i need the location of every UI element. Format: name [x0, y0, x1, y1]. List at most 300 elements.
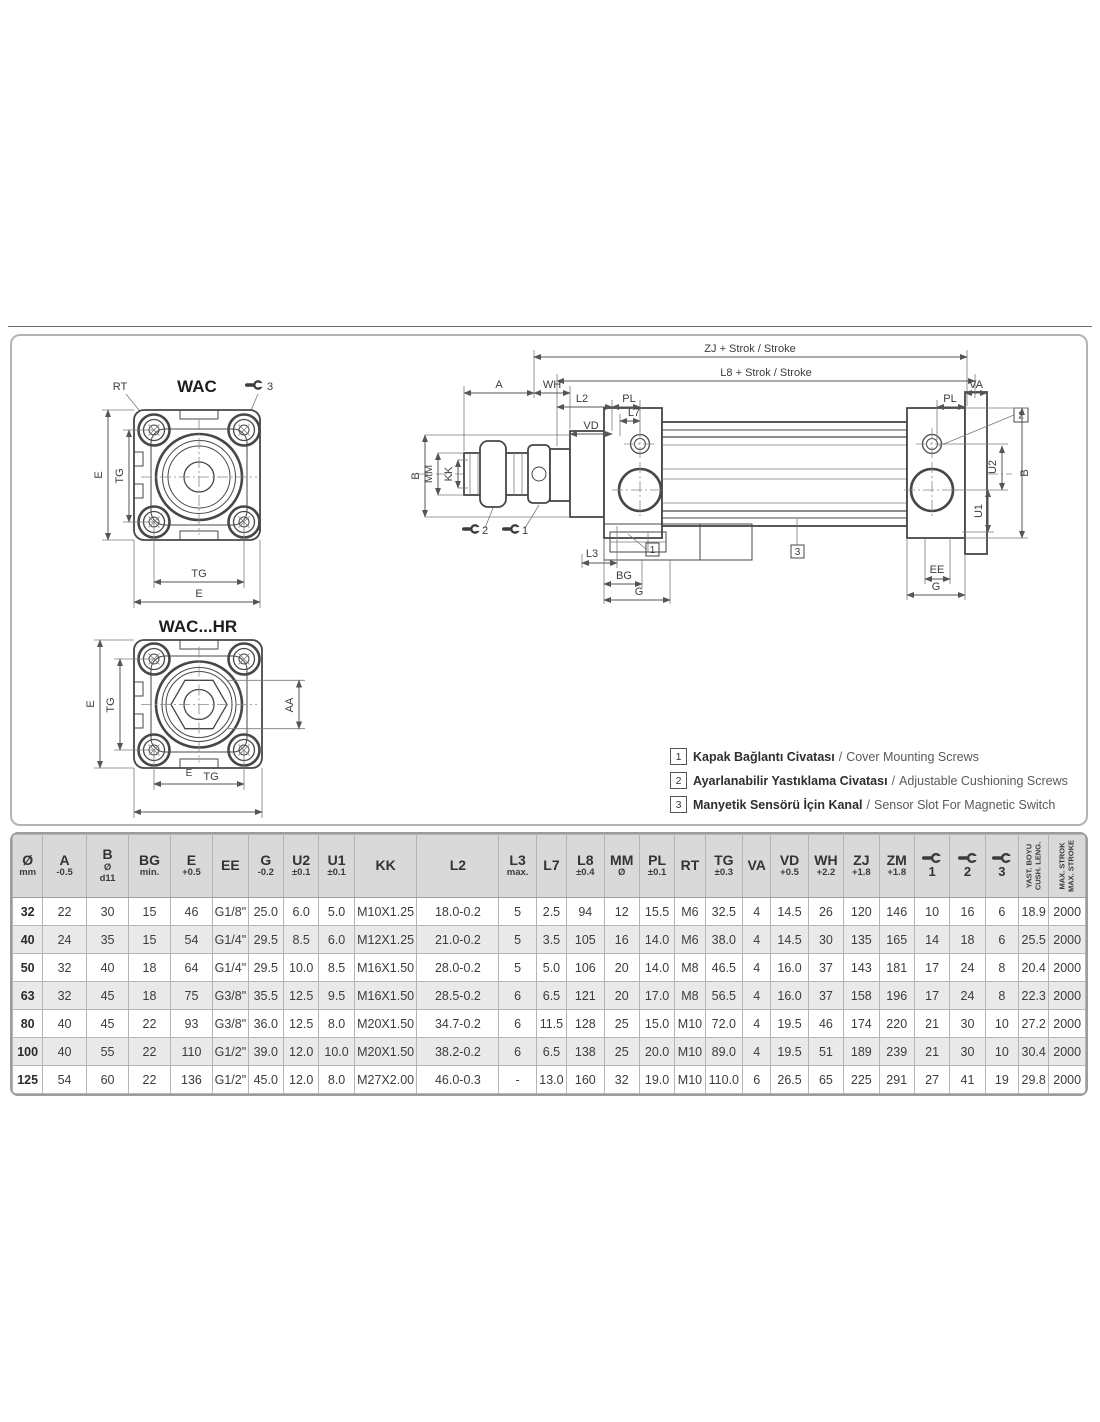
cell-g: 35.5: [248, 982, 283, 1010]
dim-label-pl-right: PL: [943, 393, 957, 405]
legend-separator: /: [866, 797, 870, 812]
table-row-63: [13, 982, 1086, 1010]
cell-va: 4: [743, 1010, 771, 1038]
cell-b: 45: [86, 1010, 128, 1038]
cell-l2: 21.0-0.2: [417, 926, 499, 954]
cell-kk: M27X2.00: [354, 1066, 417, 1094]
col-header-a: A -0.5: [43, 835, 86, 898]
table-row-125: [13, 1066, 1086, 1094]
wrench-callout-1: 1: [521, 525, 529, 537]
cell-wrench-1: 17: [914, 954, 949, 982]
cell-zj: 225: [844, 1066, 879, 1094]
col-header-zj: ZJ +1.8: [844, 835, 879, 898]
cell-mm: 20: [604, 954, 639, 982]
cell-wrench-3: 8: [985, 954, 1018, 982]
cell-mm: 32: [604, 1066, 639, 1094]
cell-l7: 11.5: [536, 1010, 566, 1038]
dim-label-l2: L2: [575, 393, 589, 405]
cell-e: 93: [170, 1010, 212, 1038]
cell-g: 36.0: [248, 1010, 283, 1038]
dim-label-g-right: G: [931, 581, 941, 593]
cell-vd: 26.5: [771, 1066, 808, 1094]
cell-cushion-length: 20.4: [1019, 954, 1049, 982]
cell-tg: 32.5: [705, 898, 742, 926]
cell-wrench-2: 41: [950, 1066, 985, 1094]
cell-u1: 5.0: [319, 898, 354, 926]
wrench-callout-2: 2: [481, 525, 489, 537]
cell-ee: G1/4": [213, 954, 248, 982]
cell-zj: 174: [844, 1010, 879, 1038]
dim-label-l3: L3: [585, 548, 599, 560]
cell-kk: M16X1.50: [354, 954, 417, 982]
cell-u1: 8.0: [319, 1066, 354, 1094]
dim-label-e-bottom: E: [185, 768, 193, 779]
drawing-legend: [670, 748, 1068, 820]
dim-label-wh: WH: [542, 379, 562, 391]
dim-label-mm: MM: [423, 464, 435, 484]
cell-b: 60: [86, 1066, 128, 1094]
drawing-panel: [10, 334, 1088, 826]
table-row-50: [13, 954, 1086, 982]
cell-wrench-1: 14: [914, 926, 949, 954]
cell-kk: M10X1.25: [354, 898, 417, 926]
cell-rt: M6: [675, 898, 705, 926]
cell-vd: 16.0: [771, 982, 808, 1010]
cell-va: 4: [743, 898, 771, 926]
cell-zm: 165: [879, 926, 914, 954]
cell-cushion-length: 25.5: [1019, 926, 1049, 954]
cell-l7: 3.5: [536, 926, 566, 954]
mounting-screw: [229, 415, 260, 446]
cell-ee: G1/8": [213, 898, 248, 926]
cell-max-stroke: 2000: [1049, 1010, 1086, 1038]
cell-wrench-1: 27: [914, 1066, 949, 1094]
cell-e: 54: [170, 926, 212, 954]
cell-l3: 6: [499, 1010, 536, 1038]
cell-dia: 32: [13, 898, 43, 926]
dim-label-kk: KK: [443, 466, 455, 482]
dim-label-va: VA: [969, 379, 983, 391]
dim-label-a: A: [495, 379, 503, 391]
cell-wrench-1: 21: [914, 1038, 949, 1066]
col-header-cushion-length: YAST. BOYU CUSH. LENG.: [1019, 835, 1049, 898]
cell-l2: 18.0-0.2: [417, 898, 499, 926]
cell-u2: 10.0: [283, 954, 318, 982]
cell-l8: 128: [567, 1010, 604, 1038]
cell-mm: 12: [604, 898, 639, 926]
col-header-mm: MM Ø: [604, 835, 639, 898]
cell-b: 35: [86, 926, 128, 954]
cell-l2: 28.0-0.2: [417, 954, 499, 982]
cell-l8: 160: [567, 1066, 604, 1094]
cell-l7: 5.0: [536, 954, 566, 982]
cell-max-stroke: 2000: [1049, 982, 1086, 1010]
cell-a: 22: [43, 898, 86, 926]
dim-label-b-right: B: [1019, 469, 1031, 477]
col-header-l8: L8 ±0.4: [567, 835, 604, 898]
legend-number-1: 1: [670, 748, 687, 765]
col-header-rt: RT: [675, 835, 705, 898]
legend-item-2: [670, 772, 1068, 789]
cell-rt: M8: [675, 954, 705, 982]
cell-e: 136: [170, 1066, 212, 1094]
cell-u1: 8.0: [319, 1010, 354, 1038]
wrench-icon: [991, 852, 1013, 864]
cell-mm: 25: [604, 1038, 639, 1066]
balloon-2: 2: [1018, 410, 1024, 422]
cell-e: 46: [170, 898, 212, 926]
cell-vd: 14.5: [771, 926, 808, 954]
col-header-tg: TG ±0.3: [705, 835, 742, 898]
col-header-dia: Ø mm: [13, 835, 43, 898]
cell-rt: M8: [675, 982, 705, 1010]
cell-b: 45: [86, 982, 128, 1010]
cell-rt: M10: [675, 1010, 705, 1038]
cell-l7: 2.5: [536, 898, 566, 926]
cell-va: 6: [743, 1066, 771, 1094]
cell-kk: M20X1.50: [354, 1010, 417, 1038]
cell-u2: 12.0: [283, 1038, 318, 1066]
cell-pl: 15.5: [639, 898, 674, 926]
legend-text-turkish: Ayarlanabilir Yastıklama Civatası: [693, 773, 888, 788]
cell-wh: 37: [808, 982, 843, 1010]
cylinder-side-view: [410, 343, 1031, 604]
col-header-max-stroke: MAX. STROK MAX. STROKE: [1049, 835, 1086, 898]
cell-u1: 6.0: [319, 926, 354, 954]
cell-u2: 8.5: [283, 926, 318, 954]
cell-vd: 19.5: [771, 1038, 808, 1066]
col-header-u2: U2 ±0.1: [283, 835, 318, 898]
cell-zj: 189: [844, 1038, 879, 1066]
col-header-wrench-2: 2: [950, 835, 985, 898]
cell-wh: 51: [808, 1038, 843, 1066]
cell-g: 29.5: [248, 954, 283, 982]
cell-kk: M16X1.50: [354, 982, 417, 1010]
col-header-u1: U1 ±0.1: [319, 835, 354, 898]
dim-label-zj-stroke: ZJ + Strok / Stroke: [704, 343, 796, 355]
cell-rt: M6: [675, 926, 705, 954]
dim-label-e-bottom: E: [195, 588, 203, 600]
dimension-table-wrapper: [10, 832, 1088, 1096]
cell-u2: 12.5: [283, 982, 318, 1010]
table-row-100: [13, 1038, 1086, 1066]
cell-dia: 125: [13, 1066, 43, 1094]
cell-l7: 6.5: [536, 1038, 566, 1066]
dim-label-bg: BG: [616, 570, 632, 582]
cell-l2: 28.5-0.2: [417, 982, 499, 1010]
cell-ee: G1/4": [213, 926, 248, 954]
cell-pl: 14.0: [639, 926, 674, 954]
legend-separator: /: [891, 773, 896, 788]
legend-item-1: [670, 748, 1068, 765]
dim-label-l8-stroke: L8 + Strok / Stroke: [720, 367, 812, 379]
wrench-icon: [957, 852, 979, 864]
col-header-l7: L7: [536, 835, 566, 898]
cell-bg: 18: [129, 954, 170, 982]
wrench-icon: [462, 525, 482, 532]
dim-label-vd: VD: [583, 420, 599, 432]
cell-cushion-length: 30.4: [1019, 1038, 1049, 1066]
cell-wrench-1: 21: [914, 1010, 949, 1038]
dim-label-e: E: [93, 471, 105, 479]
cell-e: 75: [170, 982, 212, 1010]
col-header-pl: PL ±0.1: [639, 835, 674, 898]
col-header-e: E +0.5: [170, 835, 212, 898]
dim-label-tg: TG: [105, 697, 117, 713]
cell-zm: 239: [879, 1038, 914, 1066]
cell-wrench-3: 19: [985, 1066, 1018, 1094]
cell-tg: 110.0: [705, 1066, 742, 1094]
cell-ee: G3/8": [213, 982, 248, 1010]
cell-pl: 20.0: [639, 1038, 674, 1066]
col-header-va: VA: [743, 835, 771, 898]
cell-a: 40: [43, 1038, 86, 1066]
cell-wh: 65: [808, 1066, 843, 1094]
col-header-bg: BG min.: [129, 835, 170, 898]
cell-l8: 105: [567, 926, 604, 954]
legend-text-turkish: Manyetik Sensörü İçin Kanal: [693, 797, 863, 812]
cell-vd: 19.5: [771, 1010, 808, 1038]
cell-l2: 34.7-0.2: [417, 1010, 499, 1038]
col-header-g: G -0.2: [248, 835, 283, 898]
cell-bg: 22: [129, 1038, 170, 1066]
cell-pl: 15.0: [639, 1010, 674, 1038]
col-header-zm: ZM +1.8: [879, 835, 914, 898]
cell-a: 54: [43, 1066, 86, 1094]
cell-vd: 16.0: [771, 954, 808, 982]
cell-l8: 94: [567, 898, 604, 926]
cell-dia: 50: [13, 954, 43, 982]
cell-zm: 181: [879, 954, 914, 982]
cell-wrench-2: 18: [950, 926, 985, 954]
cell-vd: 14.5: [771, 898, 808, 926]
cell-a: 32: [43, 954, 86, 982]
table-row-40: [13, 926, 1086, 954]
cell-g: 25.0: [248, 898, 283, 926]
balloon-3: 3: [794, 547, 801, 558]
cell-u1: 10.0: [319, 1038, 354, 1066]
cell-bg: 22: [129, 1010, 170, 1038]
cell-cushion-length: 22.3: [1019, 982, 1049, 1010]
cell-g: 39.0: [248, 1038, 283, 1066]
section-divider-line: [8, 326, 1092, 327]
cell-mm: 20: [604, 982, 639, 1010]
cell-mm: 16: [604, 926, 639, 954]
cell-a: 32: [43, 982, 86, 1010]
cell-b: 55: [86, 1038, 128, 1066]
wac-hr-title: WAC...HR: [158, 617, 238, 636]
cell-wrench-2: 30: [950, 1010, 985, 1038]
cell-wrench-2: 16: [950, 898, 985, 926]
cell-pl: 19.0: [639, 1066, 674, 1094]
wac-front-view: [93, 377, 273, 608]
cell-max-stroke: 2000: [1049, 898, 1086, 926]
cell-tg: 89.0: [705, 1038, 742, 1066]
cell-cushion-length: 27.2: [1019, 1010, 1049, 1038]
col-header-wh: WH +2.2: [808, 835, 843, 898]
cell-b: 30: [86, 898, 128, 926]
table-header-row: [13, 835, 1086, 898]
dim-label-tg-bottom: TG: [191, 568, 207, 580]
cell-zm: 220: [879, 1010, 914, 1038]
wrench-icon: [502, 525, 522, 532]
balloon-1: 1: [649, 545, 656, 556]
legend-text-english: Adjustable Cushioning Screws: [899, 773, 1068, 788]
col-header-ee: EE: [213, 835, 248, 898]
cell-dia: 40: [13, 926, 43, 954]
cell-wh: 46: [808, 1010, 843, 1038]
cell-kk: M20X1.50: [354, 1038, 417, 1066]
dim-label-ee: EE: [929, 564, 945, 576]
cell-e: 110: [170, 1038, 212, 1066]
cell-mm: 25: [604, 1010, 639, 1038]
cell-l7: 6.5: [536, 982, 566, 1010]
legend-item-3: [670, 796, 1068, 813]
cell-g: 29.5: [248, 926, 283, 954]
wac-hr-front-view: [85, 617, 305, 818]
cell-tg: 46.5: [705, 954, 742, 982]
cell-wh: 26: [808, 898, 843, 926]
cell-l3: 5: [499, 898, 536, 926]
col-header-b: B Ø d11: [86, 835, 128, 898]
wac-wrench-callout-3: 3: [266, 381, 274, 393]
cell-a: 24: [43, 926, 86, 954]
rear-flange-plate: [965, 392, 987, 554]
cell-l2: 38.2-0.2: [417, 1038, 499, 1066]
table-row-80: [13, 1010, 1086, 1038]
dim-label-l7: L7: [627, 407, 641, 419]
cell-l3: 6: [499, 982, 536, 1010]
cell-bg: 18: [129, 982, 170, 1010]
dim-label-tg: TG: [114, 468, 126, 484]
cell-cushion-length: 18.9: [1019, 898, 1049, 926]
legend-text-english: Cover Mounting Screws: [846, 749, 979, 764]
wrench-icon: [921, 852, 943, 864]
mounting-screw: [229, 644, 260, 675]
col-header-wrench-1: 1: [914, 835, 949, 898]
cell-wh: 37: [808, 954, 843, 982]
cell-zm: 291: [879, 1066, 914, 1094]
cell-wrench-1: 17: [914, 982, 949, 1010]
cell-g: 45.0: [248, 1066, 283, 1094]
cell-u2: 12.5: [283, 1010, 318, 1038]
cell-wrench-3: 8: [985, 982, 1018, 1010]
col-header-wrench-3: 3: [985, 835, 1018, 898]
cell-l3: 6: [499, 1038, 536, 1066]
cell-dia: 100: [13, 1038, 43, 1066]
cell-rt: M10: [675, 1066, 705, 1094]
cell-u2: 12.0: [283, 1066, 318, 1094]
col-header-kk: KK: [354, 835, 417, 898]
cell-rt: M10: [675, 1038, 705, 1066]
cell-zj: 158: [844, 982, 879, 1010]
cell-dia: 80: [13, 1010, 43, 1038]
cell-zj: 143: [844, 954, 879, 982]
cell-wrench-2: 24: [950, 954, 985, 982]
cell-l8: 121: [567, 982, 604, 1010]
cell-pl: 14.0: [639, 954, 674, 982]
dim-label-u2: U2: [987, 459, 999, 475]
cell-tg: 56.5: [705, 982, 742, 1010]
legend-text-english: Sensor Slot For Magnetic Switch: [873, 797, 1056, 812]
dim-label-pl-left: PL: [622, 393, 636, 405]
cell-l8: 106: [567, 954, 604, 982]
dimension-table: [12, 834, 1086, 1094]
dim-label-u1: U1: [973, 503, 985, 519]
rod-washer: [528, 445, 550, 503]
dim-label-aa: AA: [284, 697, 296, 713]
cell-tg: 72.0: [705, 1010, 742, 1038]
cell-a: 40: [43, 1010, 86, 1038]
cell-ee: G3/8": [213, 1010, 248, 1038]
cell-bg: 22: [129, 1066, 170, 1094]
cell-wrench-1: 10: [914, 898, 949, 926]
cell-wh: 30: [808, 926, 843, 954]
dim-label-e: E: [85, 700, 97, 708]
cell-bg: 15: [129, 926, 170, 954]
cell-zj: 135: [844, 926, 879, 954]
cell-tg: 38.0: [705, 926, 742, 954]
cell-wrench-3: 6: [985, 898, 1018, 926]
col-header-l2: L2: [417, 835, 499, 898]
cell-l7: 13.0: [536, 1066, 566, 1094]
cell-ee: G1/2": [213, 1038, 248, 1066]
cell-wrench-2: 30: [950, 1038, 985, 1066]
dim-label-g-left: G: [634, 586, 644, 598]
cell-max-stroke: 2000: [1049, 954, 1086, 982]
cell-wrench-2: 24: [950, 982, 985, 1010]
cell-va: 4: [743, 1038, 771, 1066]
cell-wrench-3: 10: [985, 1038, 1018, 1066]
cell-max-stroke: 2000: [1049, 1066, 1086, 1094]
cell-l2: 46.0-0.3: [417, 1066, 499, 1094]
legend-text-turkish: Kapak Bağlantı Civatası: [693, 749, 835, 764]
cell-va: 4: [743, 926, 771, 954]
table-row-32: [13, 898, 1086, 926]
cell-pl: 17.0: [639, 982, 674, 1010]
cell-kk: M12X1.25: [354, 926, 417, 954]
legend-separator: /: [838, 749, 843, 764]
cell-u1: 9.5: [319, 982, 354, 1010]
cell-bg: 15: [129, 898, 170, 926]
legend-number-2: 2: [670, 772, 687, 789]
wac-title: WAC: [177, 377, 217, 396]
wac-label-rt: RT: [112, 381, 128, 393]
wrench-icon: [245, 381, 265, 388]
cell-zm: 196: [879, 982, 914, 1010]
dim-label-b-left: B: [410, 472, 422, 480]
cell-l3: -: [499, 1066, 536, 1094]
col-header-vd: VD +0.5: [771, 835, 808, 898]
cell-va: 4: [743, 982, 771, 1010]
cell-ee: G1/2": [213, 1066, 248, 1094]
cell-e: 64: [170, 954, 212, 982]
cell-l3: 5: [499, 926, 536, 954]
cell-max-stroke: 2000: [1049, 926, 1086, 954]
cell-dia: 63: [13, 982, 43, 1010]
cell-zm: 146: [879, 898, 914, 926]
col-header-l3: L3 max.: [499, 835, 536, 898]
cell-zj: 120: [844, 898, 879, 926]
legend-number-3: 3: [670, 796, 687, 813]
cell-u2: 6.0: [283, 898, 318, 926]
cell-cushion-length: 29.8: [1019, 1066, 1049, 1094]
dim-label-tg-bottom: TG: [203, 771, 219, 783]
rod-hex-nut: [480, 441, 506, 507]
cell-l3: 5: [499, 954, 536, 982]
cell-wrench-3: 10: [985, 1010, 1018, 1038]
cell-l8: 138: [567, 1038, 604, 1066]
